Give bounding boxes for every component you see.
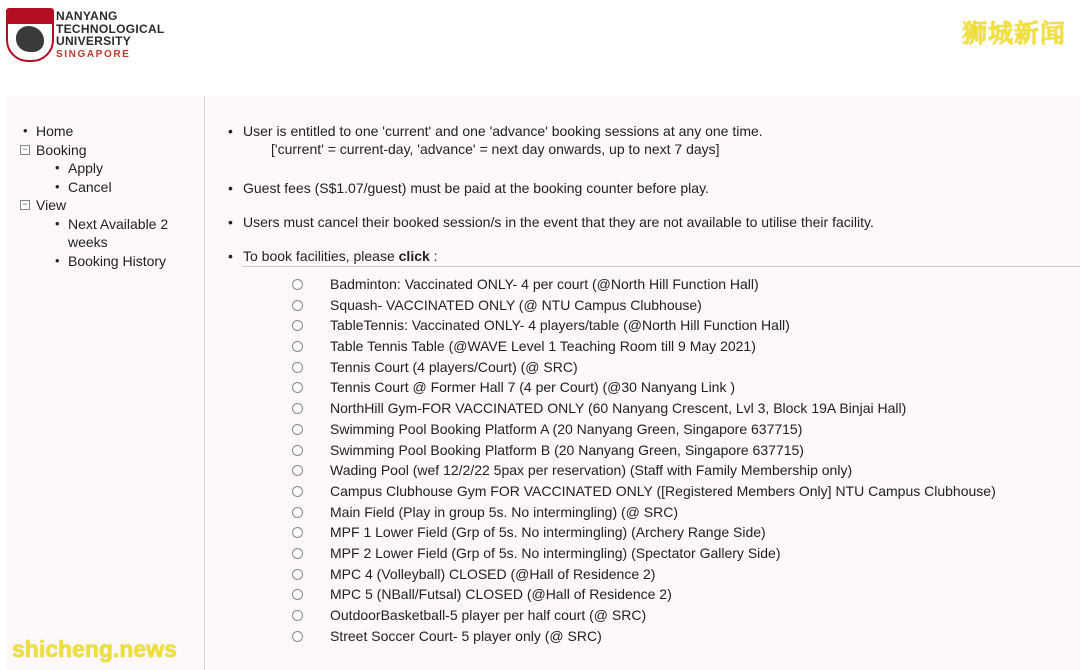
click-label: click	[398, 248, 430, 264]
facility-radio[interactable]	[292, 486, 303, 497]
facility-option[interactable]	[290, 584, 996, 605]
page-header	[0, 0, 1080, 90]
facility-list	[290, 274, 996, 646]
notice-text: Users must cancel their booked session/s in the event that they are not available to utilise their facility.	[243, 214, 874, 230]
facility-option[interactable]	[290, 481, 996, 502]
logo-line-1: NANYANG	[56, 9, 118, 23]
facility-option[interactable]	[290, 274, 996, 295]
divider	[242, 266, 1080, 267]
logo-line-2: TECHNOLOGICAL	[56, 21, 165, 36]
facility-radio[interactable]	[292, 279, 303, 290]
sidebar-item-label: Cancel	[68, 178, 112, 195]
facility-option[interactable]	[290, 336, 996, 357]
facility-option[interactable]	[290, 295, 996, 316]
sidebar	[6, 96, 205, 670]
sidebar-item-home[interactable]	[20, 122, 204, 141]
watermark-top: 狮城新闻	[961, 20, 1066, 48]
notice-text: Guest fees (S$1.07/guest) must be paid at the booking counter before play.	[243, 180, 709, 196]
facility-option[interactable]	[290, 377, 996, 398]
logo-line-3: UNIVERSITY	[56, 34, 132, 48]
collapse-icon[interactable]: −	[20, 200, 30, 210]
facility-option[interactable]	[290, 357, 996, 378]
facility-option[interactable]	[290, 398, 996, 419]
facility-label: Main Field (Play in group 5s. No intermingling) (@ SRC)	[330, 503, 678, 520]
sidebar-item-view[interactable]	[20, 196, 204, 270]
facility-radio[interactable]	[292, 527, 303, 538]
sidebar-item-label: View	[36, 197, 67, 213]
facility-label: MPC 5 (NBall/Futsal) CLOSED (@Hall of Residence 2)	[330, 586, 672, 603]
facility-label: Swimming Pool Booking Platform A (20 Nanyang Green, Singapore 637715)	[330, 420, 803, 437]
facility-option[interactable]	[290, 315, 996, 336]
ntu-logo[interactable]	[6, 8, 166, 64]
notice-subtext: ['current' = current-day, 'advance' = next day onwards, up to next 7 days]	[271, 141, 720, 157]
facility-label: Squash- VACCINATED ONLY (@ NTU Campus Clubhouse)	[330, 296, 702, 313]
facility-option[interactable]	[290, 543, 996, 564]
sidebar-item-label: Home	[36, 123, 74, 139]
facility-option[interactable]	[290, 460, 996, 481]
facility-radio[interactable]	[292, 631, 303, 642]
facility-label: MPC 4 (Volleyball) CLOSED (@Hall of Residence 2)	[330, 565, 656, 582]
sidebar-menu	[20, 122, 204, 270]
facility-label: MPF 2 Lower Field (Grp of 5s. No intermingling) (Spectator Gallery Side)	[330, 544, 781, 561]
sidebar-item-label: Next Available 2 weeks	[68, 215, 169, 250]
logo-sub: SINGAPORE	[56, 48, 131, 60]
notice-guest-fees	[228, 179, 1073, 197]
facility-radio[interactable]	[292, 300, 303, 311]
logo-wordmark	[56, 10, 176, 61]
facility-label: Swimming Pool Booking Platform B (20 Nanyang Green, Singapore 637715)	[330, 441, 804, 458]
notice-entitlement	[228, 122, 1073, 158]
facility-radio[interactable]	[292, 382, 303, 393]
ntu-crest-icon	[6, 8, 54, 62]
facility-radio[interactable]	[292, 569, 303, 580]
watermark-bottom: shicheng.news	[12, 636, 177, 662]
facility-option[interactable]	[290, 440, 996, 461]
notice-text: :	[429, 248, 438, 264]
facility-radio[interactable]	[292, 320, 303, 331]
facility-label: Wading Pool (wef 12/2/22 5pax per reservation) (Staff with Family Membership only)	[330, 462, 853, 479]
view-submenu	[36, 215, 204, 271]
facility-radio[interactable]	[292, 341, 303, 352]
facility-option[interactable]	[290, 502, 996, 523]
facility-radio[interactable]	[292, 403, 303, 414]
facility-label: Tennis Court @ Former Hall 7 (4 per Court) (@30 Nanyang Link )	[330, 379, 736, 396]
notice-cancel	[228, 213, 1073, 231]
facility-label: Tennis Court (4 players/Court) (@ SRC)	[330, 358, 578, 375]
facility-option[interactable]	[290, 605, 996, 626]
facility-option[interactable]	[290, 419, 996, 440]
facility-label: Badminton: Vaccinated ONLY- 4 per court (@North Hill Function Hall)	[330, 276, 759, 292]
facility-radio[interactable]	[292, 424, 303, 435]
facility-label: Table Tennis Table (@WAVE Level 1 Teaching Room till 9 May 2021)	[330, 338, 756, 355]
facility-radio[interactable]	[292, 362, 303, 373]
facility-option[interactable]	[290, 522, 996, 543]
facility-radio[interactable]	[292, 589, 303, 600]
sidebar-item-apply[interactable]	[52, 159, 204, 178]
sidebar-item-cancel[interactable]	[52, 178, 204, 197]
notice-book	[228, 247, 1073, 265]
collapse-icon[interactable]: −	[20, 145, 30, 155]
facility-option[interactable]	[290, 564, 996, 585]
facility-radio[interactable]	[292, 507, 303, 518]
sidebar-item-label: Booking	[36, 141, 87, 158]
facility-radio[interactable]	[292, 445, 303, 456]
sidebar-item-label: Apply	[68, 160, 104, 176]
notice-text: To book facilities, please	[243, 248, 399, 264]
facility-label: NorthHill Gym-FOR VACCINATED ONLY (60 Nanyang Crescent, Lvl 3, Block 19A Binjai Hall)	[330, 400, 907, 417]
facility-label: TableTennis: Vaccinated ONLY- 4 players/table (@North Hill Function Hall)	[330, 317, 790, 334]
notice-text: User is entitled to one 'current' and one 'advance' booking sessions at any one time.	[243, 123, 763, 139]
facility-label: Street Soccer Court- 5 player only (@ SRC)	[330, 627, 602, 644]
facility-radio[interactable]	[292, 610, 303, 621]
sidebar-item-label: Booking History	[68, 252, 167, 269]
facility-option[interactable]	[290, 626, 996, 647]
sidebar-item-next-available[interactable]	[52, 215, 204, 252]
sidebar-item-booking-history[interactable]	[52, 252, 204, 271]
facility-label: MPF 1 Lower Field (Grp of 5s. No intermingling) (Archery Range Side)	[330, 524, 766, 541]
booking-submenu	[36, 159, 204, 196]
facility-label: OutdoorBasketball-5 player per half court (@ SRC)	[330, 607, 647, 623]
facility-label: Campus Clubhouse Gym FOR VACCINATED ONLY ([Registered Members Only] NTU Campus Clubhouse)	[330, 482, 996, 499]
sidebar-item-booking[interactable]	[20, 141, 204, 197]
facility-radio[interactable]	[292, 465, 303, 476]
content-panel	[6, 96, 1080, 670]
facility-radio[interactable]	[292, 548, 303, 559]
